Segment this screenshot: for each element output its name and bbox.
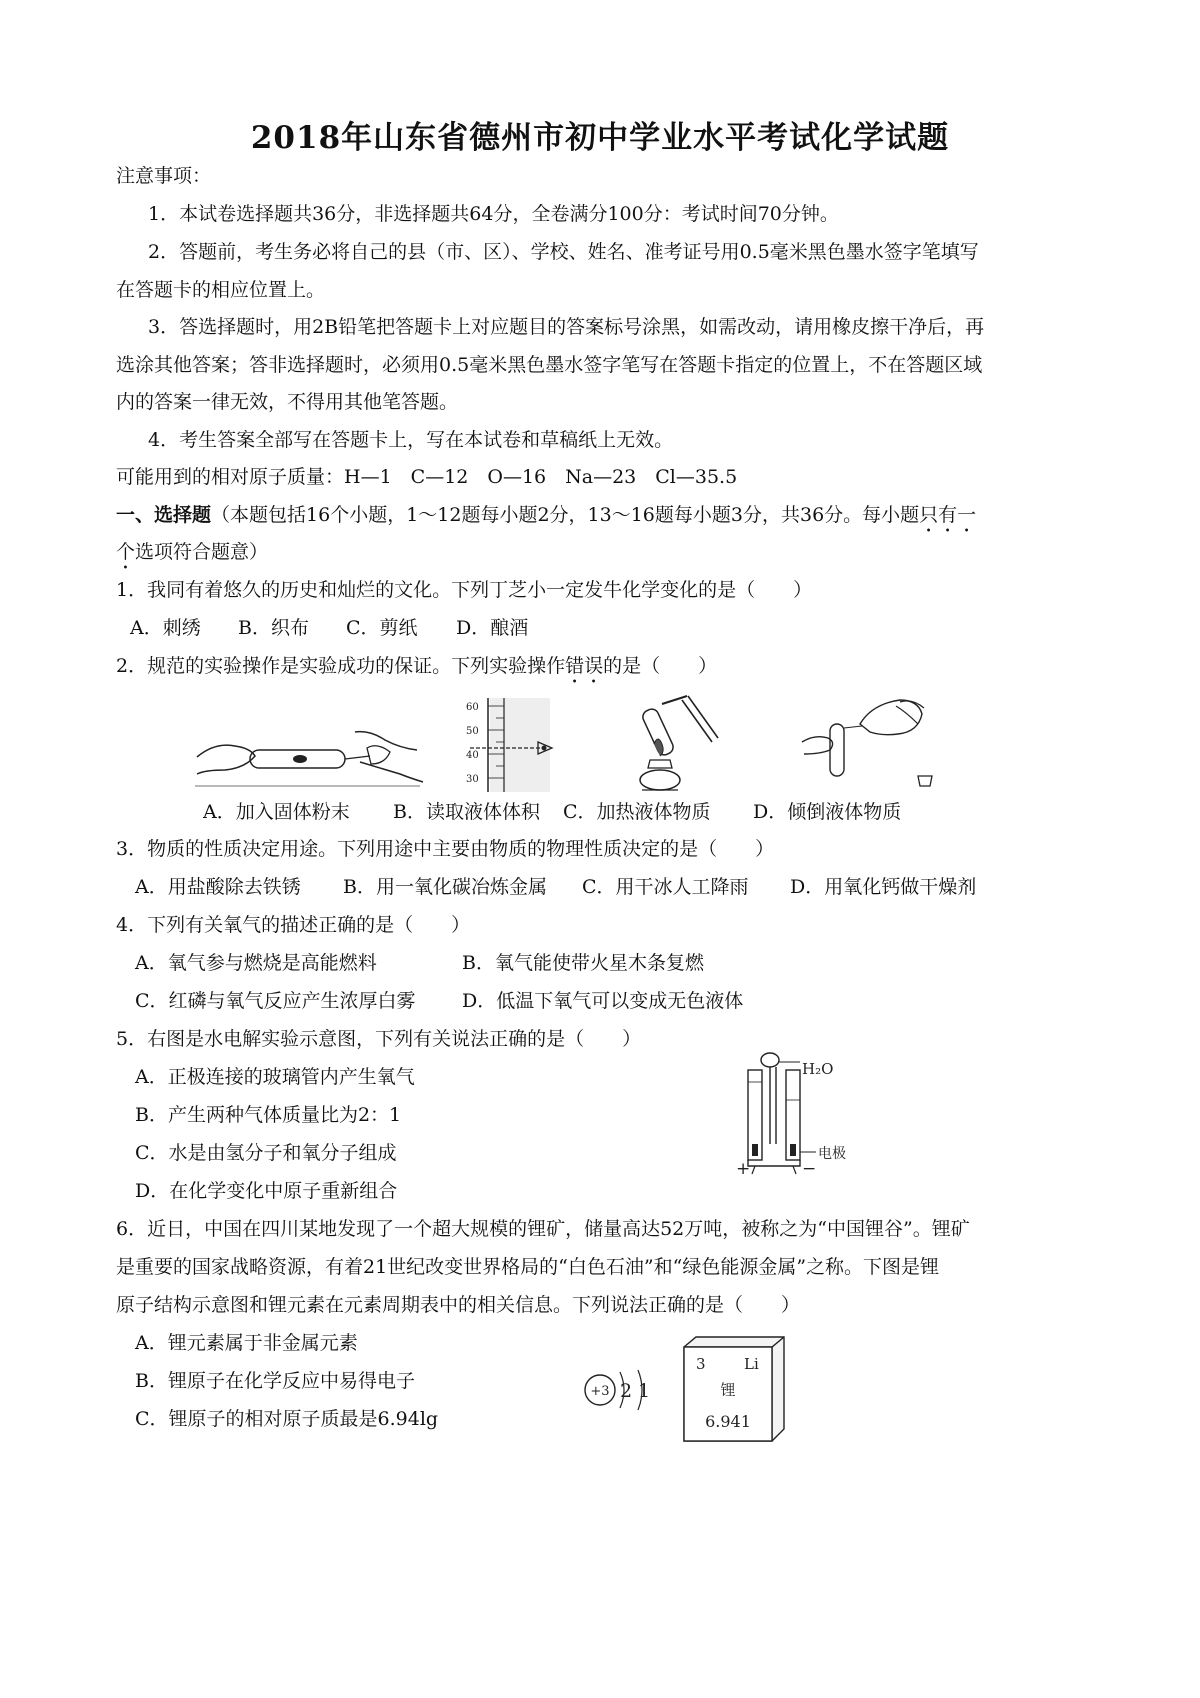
q2-option-c: C．加热液体物质: [563, 801, 711, 823]
q6-periodic-cell-icon: [680, 1333, 790, 1445]
q5-option-b: B．产生两种气体质量比为2：1: [135, 1104, 402, 1126]
q6-stem-line-1: 6．近日，中国在四川某地发现了一个超大规模的锂矿，储量高达52万吨，被称之为“中国锂谷”。锂矿: [116, 1218, 970, 1240]
q5-option-c: C．水是由氢分子和氧分子组成: [135, 1142, 397, 1164]
q2-figure-c-heating-icon: [632, 694, 727, 794]
q2-stem-a: 2．规范的实验操作是实验成功的保证。下列实验操作: [116, 655, 566, 677]
q1-stem: 1．我同有着悠久的历史和灿烂的文化。下列丁芝小一定发牛化学变化的是（ ）: [116, 579, 813, 601]
q6-shell-1-electrons: 2: [619, 1380, 633, 1402]
q6-element-symbol: Li: [744, 1355, 759, 1373]
q5-figure-electrode-label: 电极: [818, 1146, 846, 1162]
section-1-header: [116, 503, 976, 537]
section-1-emphasis-2: 个: [116, 541, 136, 563]
notice-heading: 注意事项：: [116, 165, 212, 187]
q1-option-c: C．剪纸: [346, 617, 418, 639]
q2-stem-emphasis: 错误: [565, 655, 604, 677]
q5-electrolysis-figure-icon: [730, 1048, 860, 1178]
atomic-mass-line: 可能用到的相对原子质量：H—1 C—12 O—16 Na—23 Cl—35.5: [116, 466, 738, 488]
q6-option-a: A．锂元素属于非金属元素: [135, 1332, 358, 1354]
q5-figure-h2o-label: H₂O: [802, 1060, 834, 1078]
q2-option-d: D．倾倒液体物质: [753, 801, 902, 823]
notice-item-4: 4．考生答案全部写在答题卡上，写在本试卷和草稿纸上无效。: [148, 429, 674, 451]
notice-item-2a: 2．答题前，考生务必将自己的县（市、区）、学校、姓名、准考证号用0.5毫米黑色墨水签字笔填写: [148, 241, 979, 263]
q2-figure-d-pouring-icon: [800, 694, 940, 794]
q2-option-a: A．加入固体粉末: [203, 801, 350, 823]
q2-stem: [116, 654, 717, 688]
q1-option-a: A．刺绣: [130, 617, 201, 639]
q3-option-c: C．用干冰人工降雨: [582, 876, 749, 898]
q3-option-b: B．用一氧化碳冶炼金属: [343, 876, 547, 898]
q4-option-a: A．氧气参与燃烧是高能燃料: [135, 952, 377, 974]
q2-cylinder-tick-40: 40: [466, 750, 479, 761]
q3-option-d: D．用氧化钙做干燥剂: [790, 876, 977, 898]
section-1-title: 一、选择题: [116, 504, 212, 526]
q2-cylinder-tick-50: 50: [466, 726, 479, 737]
notice-item-3c: 内的答案一律无效，不得用其他笔答题。: [116, 391, 459, 413]
section-1-emphasis: 只有一: [919, 504, 977, 526]
q5-stem: 5．右图是水电解实验示意图，下列有关说法正确的是（ ）: [116, 1028, 642, 1050]
notice-item-3b: 选涂其他答案；答非选择题时，必须用0.5毫米黑色墨水签字笔写在答题卡指定的位置上，不在答题区域: [116, 354, 983, 376]
q2-figure-a-powder-icon: [195, 712, 425, 792]
q3-option-a: A．用盐酸除去铁锈: [135, 876, 301, 898]
q6-stem-line-3: 原子结构示意图和锂元素在元素周期表中的相关信息。下列说法正确的是（ ）: [116, 1294, 801, 1316]
q5-option-d: D．在化学变化中原子重新组合: [135, 1180, 398, 1202]
q6-stem-line-2: 是重要的国家战略资源，有着21世纪改变世界格局的“白色石油”和“绿色能源金属”之称。下图是锂: [116, 1256, 940, 1278]
q5-option-a: A．正极连接的玻璃管内产生氧气: [135, 1066, 415, 1088]
q4-stem: 4．下列有关氧气的描述正确的是（ ）: [116, 914, 471, 936]
notice-item-1: 1．本试卷选择题共36分，非选择题共64分，全卷满分100分：考试时间70分钟。: [148, 203, 839, 225]
q1-option-b: B．织布: [238, 617, 309, 639]
section-1-header-cont: [116, 540, 268, 574]
q5-figure-plus: +: [736, 1159, 751, 1178]
notice-item-2b: 在答题卡的相应位置上。: [116, 279, 326, 301]
q6-option-c: C．锂原子的相对原子质最是6.94lg: [135, 1408, 439, 1430]
q4-option-b: B．氧气能使带火星木条复燃: [462, 952, 704, 974]
section-1-desc: （本题包括16个小题，1～12题每小题2分，13～16题每小题3分，共36分。每小题: [211, 504, 920, 526]
q1-option-d: D．酿酒: [456, 617, 529, 639]
q6-atomic-mass: 6.941: [705, 1412, 751, 1431]
q6-option-b: B．锂原子在化学反应中易得电子: [135, 1370, 415, 1392]
q4-option-c: C．红磷与氧气反应产生浓厚白雾: [135, 990, 416, 1012]
q4-option-d: D．低温下氧气可以变成无色液体: [462, 990, 744, 1012]
q2-option-b: B．读取液体体积: [393, 801, 540, 823]
q2-cylinder-tick-30: 30: [466, 774, 479, 785]
q2-figure-b-cylinder-icon: [462, 696, 562, 794]
q6-atom-structure-icon: [580, 1360, 670, 1420]
notice-item-3a: 3．答选择题时，用2B铅笔把答题卡上对应题目的答案标号涂黑，如需改动，请用橡皮擦干净后，再: [148, 316, 985, 338]
q5-figure-minus: −: [802, 1159, 817, 1178]
page-title: 2018年山东省德州市初中学业水平考试化学试题: [250, 120, 950, 156]
q6-atomic-number: 3: [696, 1355, 706, 1373]
q2-stem-b: 的是（ ）: [603, 655, 718, 677]
q6-element-name: 锂: [720, 1381, 736, 1399]
q6-shell-2-electrons: 1: [637, 1380, 651, 1402]
section-1-desc-2: 选项符合题意）: [135, 541, 269, 563]
q3-stem: 3．物质的性质决定用途。下列用途中主要由物质的物理性质决定的是（ ）: [116, 838, 775, 860]
q2-cylinder-tick-60: 60: [466, 702, 479, 713]
q6-nucleus-charge: +3: [590, 1384, 610, 1399]
